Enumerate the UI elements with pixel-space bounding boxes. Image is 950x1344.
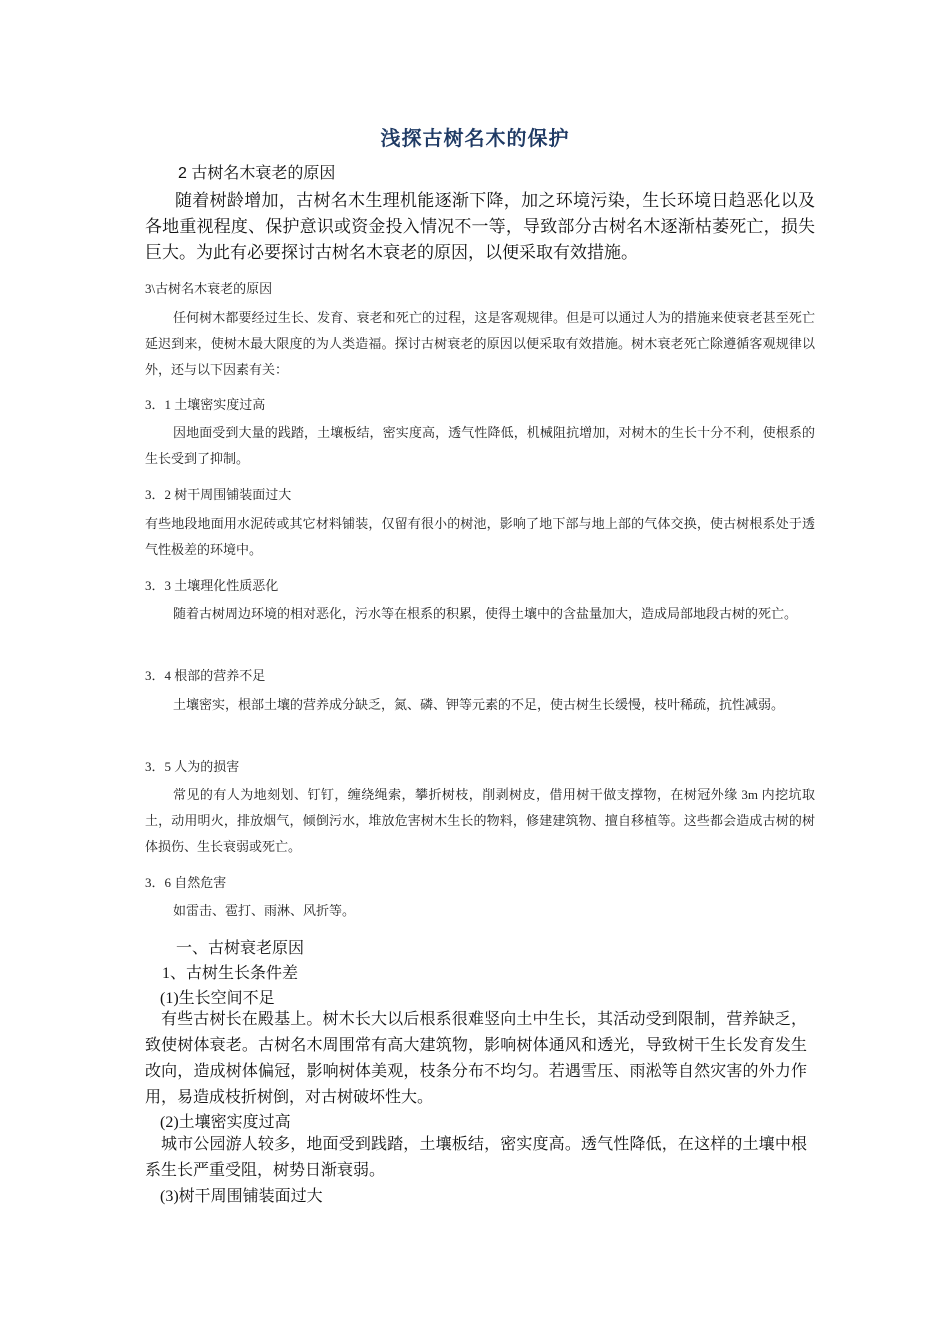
section-3-paragraph: 任何树木都要经过生长、发育、衰老和死亡的过程，这是客观规律。但是可以通过人为的措施来使衰老甚至死亡延迟到来，使树木最大限度的为人类造福。探讨古树衰老的原因以便采取有效措施。树木衰老死亡除遵循客观规律以外，还与以下因素有关： (145, 310, 815, 377)
document-title: 浅探古树名木的保护 (380, 128, 570, 150)
part-1-sub-1c: (3)树干周围铺装面过大 (160, 1188, 323, 1205)
part-1-sub-1b-text: 城市公园游人较多，地面受到践踏，土壤板结，密实度高。透气性降低，在这样的土壤中根系生长严重受阻，树势日渐衰弱。 (145, 1136, 807, 1179)
item-3-5-heading: 3．5 人为的损害 (145, 759, 240, 774)
part-1-sub-1a-text: 有些古树长在殿基上。树木长大以后根系很难竖向土中生长，其活动受到限制，营养缺乏，致使树体衰老。古树名木周围常有高大建筑物，影响树体通风和透光，导致树干生长发育发生改向，造成树体偏冠，影响树体美观，枝条分布不均匀。若遇雪压、雨淞等自然灾害的外力作用，易造成枝折树倒，对古树破坏性大。 (145, 1011, 807, 1106)
item-3-4-text: 土壤密实，根部土壤的营养成分缺乏，氮、磷、钾等元素的不足，使古树生长缓慢，枝叶稀疏，抗性减弱。 (173, 697, 785, 712)
part-1-sub-1: 1、古树生长条件差 (162, 965, 299, 982)
part-1-heading: 一、古树衰老原因 (176, 940, 305, 957)
item-3-1-text: 因地面受到大量的践踏，土壤板结，密实度高，透气性降低，机械阻抗增加，对树木的生长十分不利，使根系的生长受到了抑制。 (145, 425, 815, 466)
item-3-6-heading: 3．6 自然危害 (145, 875, 227, 890)
item-3-3-heading: 3．3 土壤理化性质恶化 (145, 578, 279, 593)
part-1-sub-1a: (1)生长空间不足 (160, 990, 275, 1007)
item-3-1-heading: 3．1 土壤密实度过高 (145, 397, 266, 412)
item-3-5-text: 常见的有人为地刻划、钉钉，缠绕绳索，攀折树枝，削剥树皮，借用树干做支撑物，在树冠外缘 3m 内挖坑取土，动用明火，排放烟气，倾倒污水，堆放危害树木生长的物料，修建建筑物、擅自移植等。这些都会造成古树的树体损伤、生长衰弱或死亡。 (145, 787, 815, 854)
section-3-heading: 3\古树名木衰老的原因 (145, 281, 273, 296)
section-2-heading: 2 古树名木衰老的原因 (178, 165, 336, 182)
item-3-3-text: 随着古树周边环境的相对恶化，污水等在根系的积累，使得土壤中的含盐量加大，造成局部地段古树的死亡。 (173, 606, 798, 621)
section-2-paragraph: 随着树龄增加，古树名木生理机能逐渐下降，加之环境污染，生长环境日趋恶化以及各地重视程度、保护意识或资金投入情况不一等，导致部分古树名木逐渐枯萎死亡，损失巨大。为此有必要探讨古树名木衰老的原因，以便采取有效措施。 (145, 191, 815, 262)
item-3-2-text: 有些地段地面用水泥砖或其它材料铺装，仅留有很小的树池，影响了地下部与地上部的气体交换，使古树根系处于透气性极差的环境中。 (145, 516, 815, 557)
item-3-6-text: 如雷击、雹打、雨淋、风折等。 (173, 903, 356, 918)
item-3-4-heading: 3．4 根部的营养不足 (145, 668, 266, 683)
part-1-sub-1b: (2)土壤密实度过高 (160, 1114, 291, 1131)
item-3-2-heading: 3．2 树干周围铺装面过大 (145, 487, 292, 502)
